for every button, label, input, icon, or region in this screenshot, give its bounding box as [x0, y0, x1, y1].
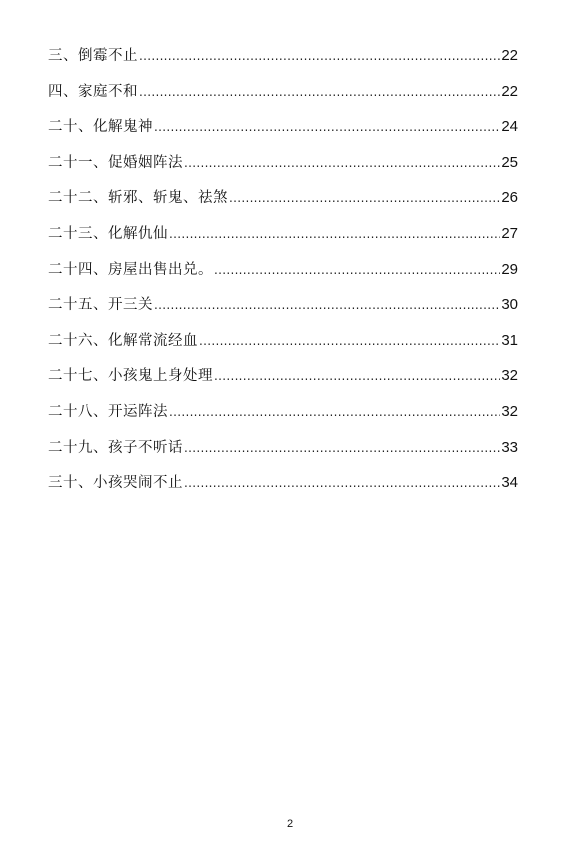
toc-leader-dots — [184, 441, 500, 455]
toc-entry-page: 27 — [501, 224, 518, 242]
toc-leader-dots — [169, 405, 500, 419]
toc-entry[interactable] — [48, 436, 518, 472]
toc-leader-dots — [169, 227, 500, 241]
toc-entry-title: 二十七、小孩鬼上身处理 — [48, 368, 213, 385]
toc-leader-dots — [184, 476, 500, 490]
toc-entry-page: 25 — [501, 153, 518, 171]
toc-entry-page: 22 — [501, 82, 518, 100]
toc-entry[interactable] — [48, 222, 518, 258]
toc-leader-dots — [214, 369, 500, 383]
toc-entry-page: 30 — [501, 296, 518, 314]
toc-entry[interactable] — [48, 80, 518, 116]
toc-leader-dots — [184, 156, 500, 170]
toc-entry[interactable] — [48, 44, 518, 80]
toc-entry-page: 24 — [501, 118, 518, 136]
toc-entry-title: 四、家庭不和 — [48, 83, 138, 100]
toc-entry-title: 二十四、房屋出售出兑。 — [48, 261, 213, 278]
toc-leader-dots — [214, 263, 500, 277]
toc-entry[interactable] — [48, 400, 518, 436]
toc-entry-title: 三、倒霉不止 — [48, 48, 138, 64]
toc-entry[interactable] — [48, 115, 518, 151]
toc-entry-title: 二十三、化解仇仙 — [48, 225, 168, 242]
toc-entry-title: 二十、化解鬼神 — [48, 119, 153, 136]
toc-entry-page: 32 — [501, 402, 518, 420]
toc-leader-dots — [199, 334, 500, 348]
toc-entry[interactable] — [48, 258, 518, 294]
toc-leader-dots — [154, 298, 500, 312]
toc-entry[interactable] — [48, 293, 518, 329]
toc-entry-page: 26 — [501, 189, 518, 207]
toc-entry-page: 33 — [501, 438, 518, 456]
toc-entry-title: 二十六、化解常流经血 — [48, 332, 198, 349]
toc-entry[interactable] — [48, 364, 518, 400]
toc-entry[interactable] — [48, 186, 518, 222]
page-number: 2 — [286, 818, 294, 830]
toc-entry-page: 32 — [501, 367, 518, 385]
toc-entry-page: 34 — [501, 474, 518, 492]
toc-entry-title: 二十八、开运阵法 — [48, 403, 168, 420]
toc-leader-dots — [139, 49, 500, 63]
toc-entry-title: 三十、小孩哭闹不止 — [48, 475, 183, 492]
toc-entry-title: 二十五、开三关 — [48, 297, 153, 314]
toc-entry[interactable] — [48, 471, 518, 507]
toc-entry-title: 二十二、斩邪、斩鬼、祛煞 — [48, 190, 228, 207]
toc-entry-page: 31 — [501, 331, 518, 349]
table-of-contents — [48, 44, 518, 507]
toc-leader-dots — [229, 191, 500, 205]
toc-entry-title: 二十九、孩子不听话 — [48, 439, 183, 456]
toc-entry[interactable] — [48, 329, 518, 365]
toc-entry-page: 29 — [501, 260, 518, 278]
toc-leader-dots — [139, 85, 500, 99]
toc-leader-dots — [154, 120, 500, 134]
toc-entry-page: 22 — [501, 47, 518, 64]
toc-entry[interactable] — [48, 151, 518, 187]
toc-entry-title: 二十一、促婚姻阵法 — [48, 154, 183, 171]
